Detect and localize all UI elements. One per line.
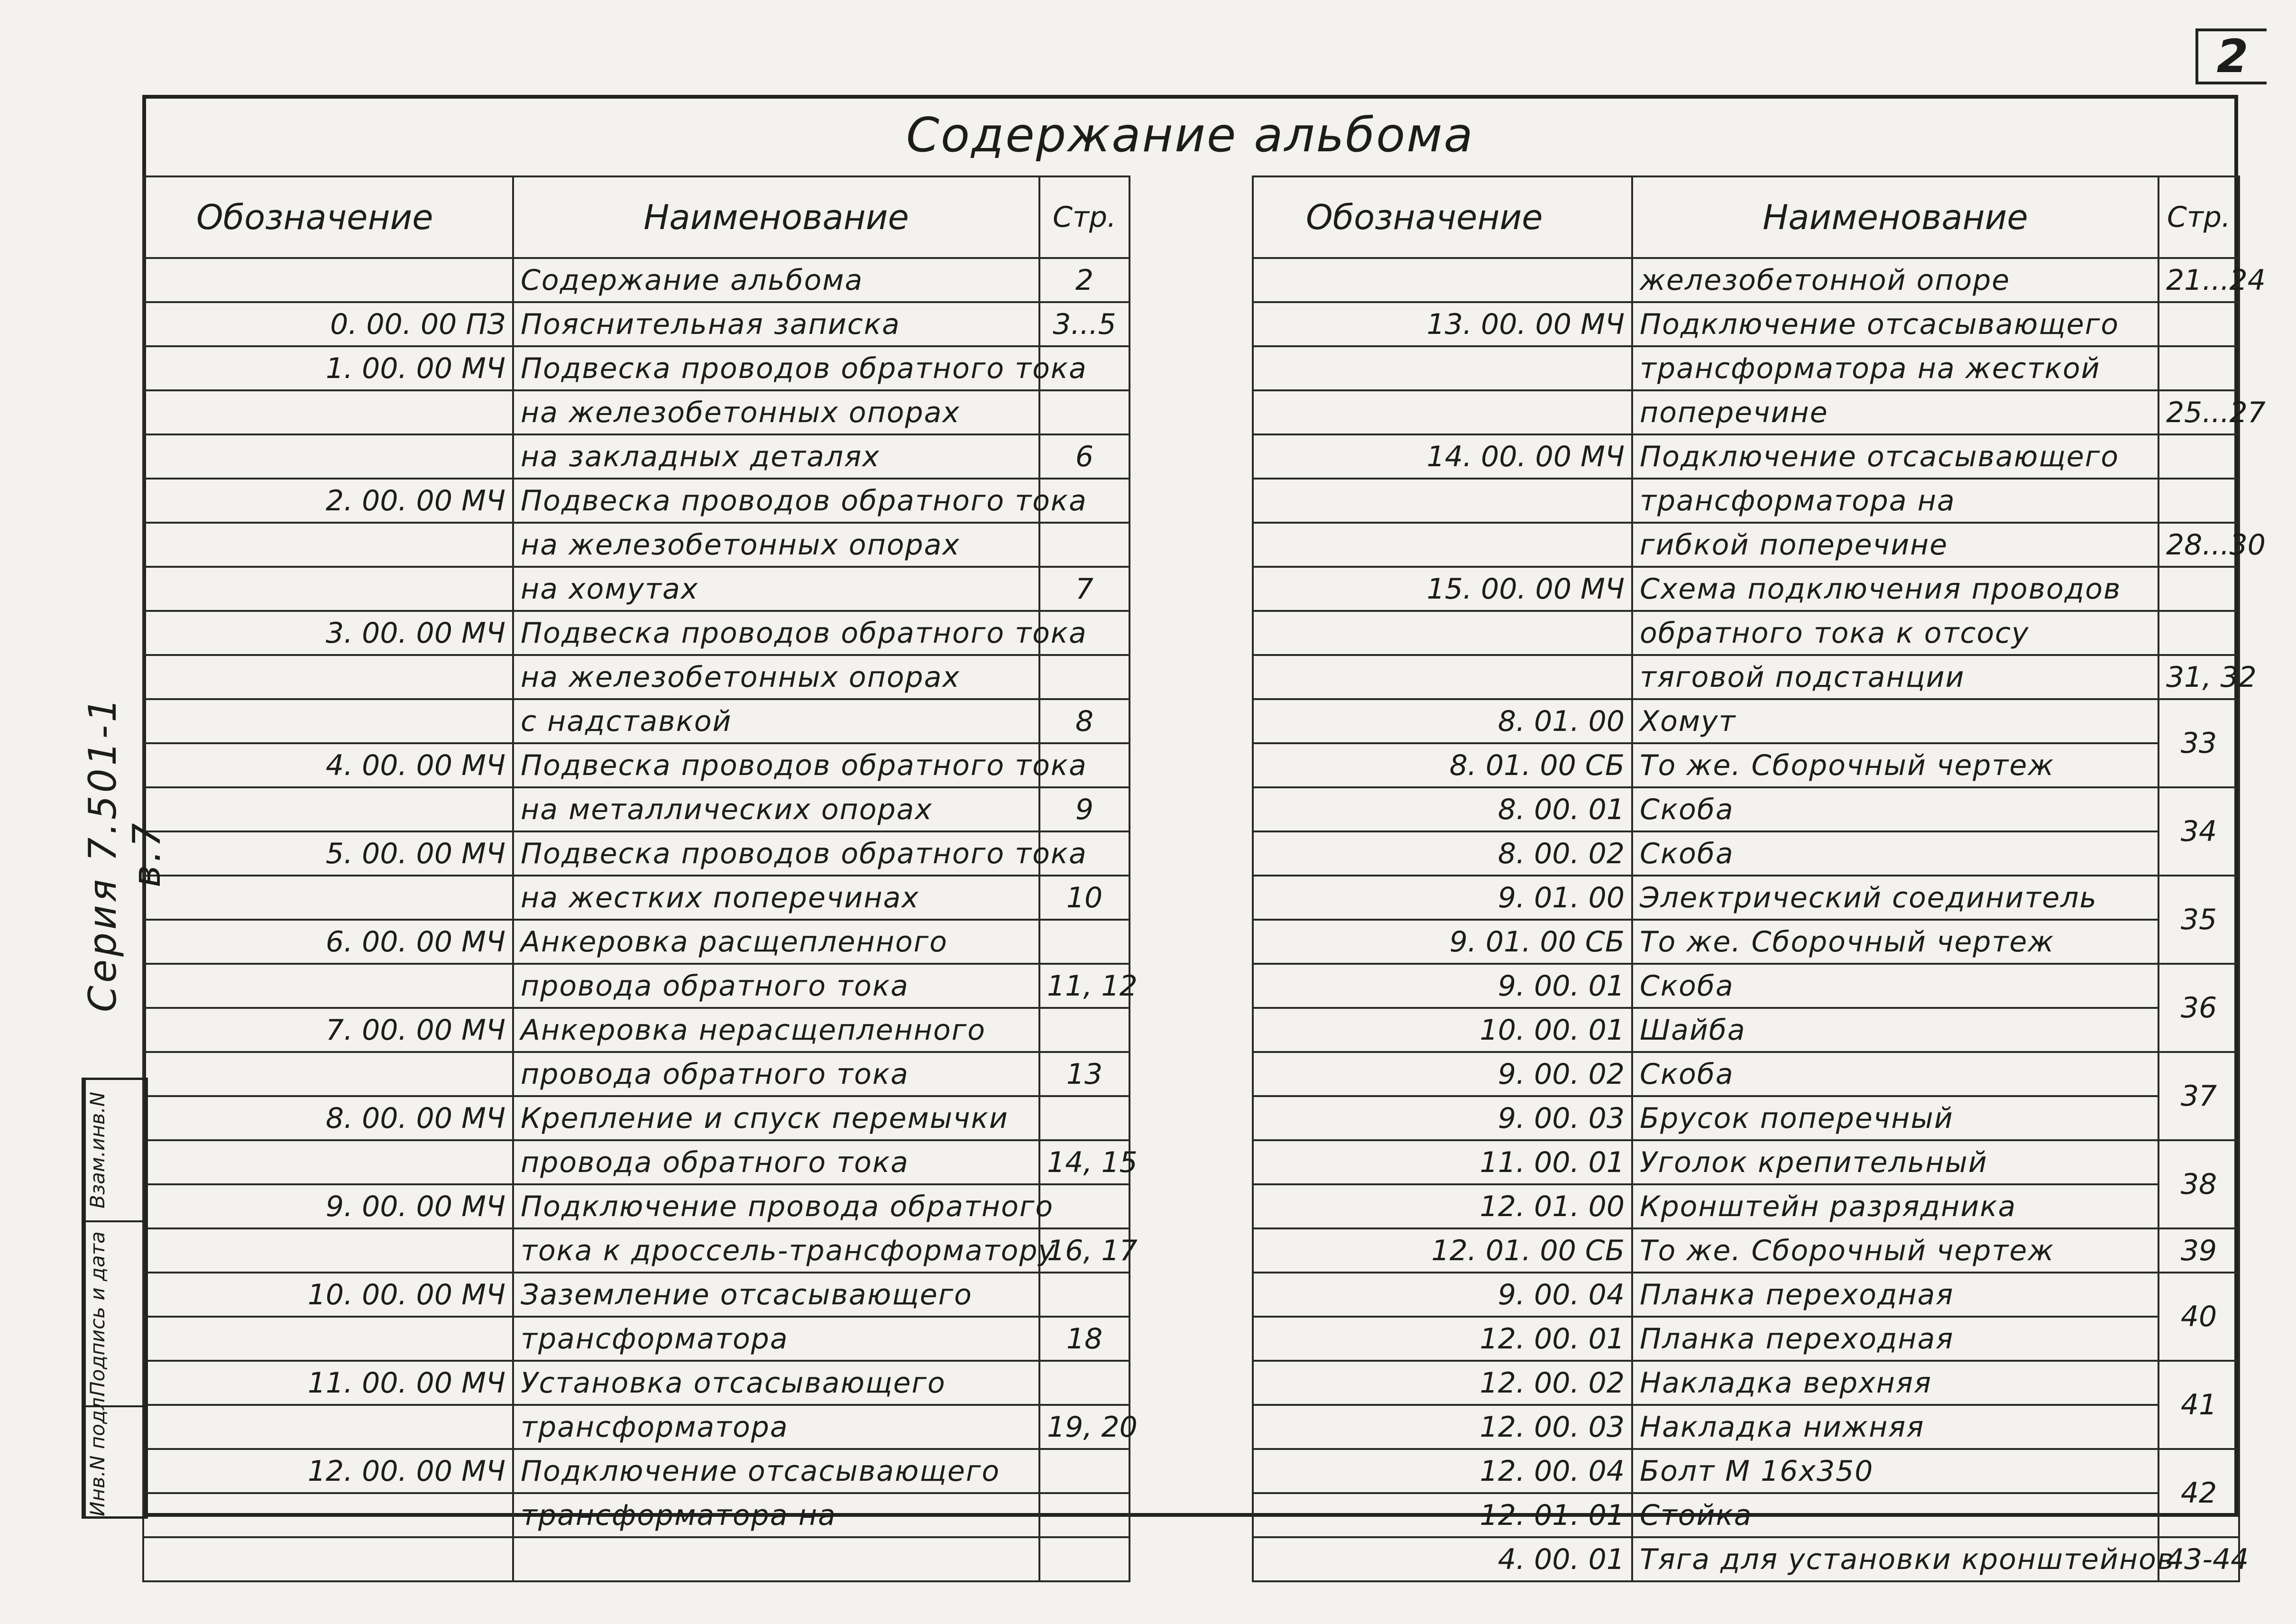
designation-cell — [143, 1405, 513, 1449]
name-cell: трансформатора — [513, 1405, 1039, 1449]
name-cell: Накладка верхняя — [1632, 1361, 2158, 1405]
page-cell — [1039, 1449, 1130, 1493]
header-name: Наименование — [1632, 176, 2158, 258]
page-cell: 16, 17 — [1039, 1228, 1130, 1273]
designation-cell: 12. 01. 00 — [1253, 1184, 1632, 1228]
page-cell — [1039, 1537, 1130, 1581]
name-cell: Уголок крепительный — [1632, 1140, 2158, 1184]
table-row — [143, 1228, 1130, 1273]
designation-cell: 9. 00. 01 — [1253, 964, 1632, 1008]
table-row — [143, 831, 1130, 876]
page-cell: 8 — [1039, 699, 1130, 743]
table-row — [143, 1273, 1130, 1317]
designation-cell — [143, 787, 513, 831]
designation-cell — [1253, 611, 1632, 655]
designation-cell — [1253, 346, 1632, 390]
name-cell: трансформатора на жесткой — [1632, 346, 2158, 390]
table-row — [143, 479, 1130, 523]
table-row — [1253, 567, 2239, 611]
name-cell: Содержание альбома — [513, 258, 1039, 302]
table-row — [143, 1317, 1130, 1361]
page-cell — [2158, 611, 2239, 655]
table-row — [1253, 1493, 2239, 1537]
designation-cell — [143, 1537, 513, 1581]
name-cell: Накладка нижняя — [1632, 1405, 2158, 1449]
name-cell: Анкеровка расщепленного — [513, 920, 1039, 964]
table-row — [143, 1449, 1130, 1493]
designation-cell: 11. 00. 00 МЧ — [143, 1361, 513, 1405]
table-row — [143, 434, 1130, 479]
designation-cell: 9. 00. 04 — [1253, 1273, 1632, 1317]
name-cell — [513, 1537, 1039, 1581]
table-row — [143, 611, 1130, 655]
designation-cell: 9. 01. 00 СБ — [1253, 920, 1632, 964]
contents-body-left — [143, 258, 1138, 1581]
name-cell: Скоба — [1632, 1052, 2158, 1096]
table-row — [1253, 302, 2239, 346]
page-cell: 9 — [1039, 787, 1130, 831]
header-page: Стр. — [1039, 176, 1130, 258]
name-cell: тяговой подстанции — [1632, 655, 2158, 699]
name-cell: Тяга для установки кронштейнов — [1632, 1537, 2158, 1581]
designation-cell — [143, 1493, 513, 1537]
page-cell: 18 — [1039, 1317, 1130, 1361]
page-cell: 43-44 — [2158, 1537, 2239, 1581]
designation-cell: 1. 00. 00 МЧ — [143, 346, 513, 390]
page-cell: 7 — [1039, 567, 1130, 611]
table-row — [1253, 1140, 2239, 1184]
page-cell: 41 — [2158, 1361, 2239, 1449]
table-row — [143, 302, 1130, 346]
name-cell: трансформатора — [513, 1317, 1039, 1361]
designation-cell: 12. 01. 01 — [1253, 1493, 1632, 1537]
designation-cell — [143, 655, 513, 699]
designation-cell: 13. 00. 00 МЧ — [1253, 302, 1632, 346]
name-cell: Планка переходная — [1632, 1273, 2158, 1317]
name-cell: провода обратного тока — [513, 1052, 1039, 1096]
table-row — [143, 876, 1130, 920]
table-row — [1253, 1008, 2239, 1052]
table-row — [1253, 920, 2239, 964]
name-cell: То же. Сборочный чертеж — [1632, 920, 2158, 964]
designation-cell — [1253, 258, 1632, 302]
name-cell: трансформатора на — [1632, 479, 2158, 523]
designation-cell — [143, 1140, 513, 1184]
contents-body-right — [1253, 258, 2266, 1581]
header-designation: Обозначение — [143, 176, 513, 258]
page-cell — [1039, 920, 1130, 964]
table-row — [1253, 699, 2239, 743]
table-row — [143, 699, 1130, 743]
table-row — [1253, 964, 2239, 1008]
page-cell: 42 — [2158, 1449, 2239, 1537]
name-cell: на железобетонных опорах — [513, 523, 1039, 567]
table-row — [1253, 1184, 2239, 1228]
page-cell — [1039, 390, 1130, 434]
stamp-inventory-label: Инв.N подл. — [84, 1407, 112, 1516]
name-cell: тока к дроссель-трансформатору — [513, 1228, 1039, 1273]
page-cell — [1039, 1273, 1130, 1317]
name-cell: на жестких поперечинах — [513, 876, 1039, 920]
designation-cell: 0. 00. 00 ПЗ — [143, 302, 513, 346]
page-cell: 3...5 — [1039, 302, 1130, 346]
page-cell: 33 — [2158, 699, 2239, 787]
page-cell — [1039, 1008, 1130, 1052]
designation-cell — [143, 964, 513, 1008]
designation-cell: 14. 00. 00 МЧ — [1253, 434, 1632, 479]
designation-cell: 12. 00. 01 — [1253, 1317, 1632, 1361]
table-row — [143, 1140, 1130, 1184]
name-cell: трансформатора на — [513, 1493, 1039, 1537]
table-row — [143, 1405, 1130, 1449]
table-row — [1253, 346, 2239, 390]
designation-cell — [143, 523, 513, 567]
approval-stamp — [82, 1078, 148, 1519]
name-cell: Заземление отсасывающего — [513, 1273, 1039, 1317]
name-cell: Скоба — [1632, 964, 2158, 1008]
name-cell: Шайба — [1632, 1008, 2158, 1052]
designation-cell: 4. 00. 00 МЧ — [143, 743, 513, 787]
designation-cell — [1253, 523, 1632, 567]
page-cell — [2158, 479, 2239, 523]
name-cell: Подключение отсасывающего — [513, 1449, 1039, 1493]
table-row — [143, 1184, 1130, 1228]
designation-cell — [143, 699, 513, 743]
table-row — [1253, 743, 2239, 787]
name-cell: гибкой поперечине — [1632, 523, 2158, 567]
table-row — [1253, 479, 2239, 523]
name-cell: Электрический соединитель — [1632, 876, 2158, 920]
table-row — [143, 567, 1130, 611]
table-row — [1253, 523, 2239, 567]
page-cell: 13 — [1039, 1052, 1130, 1096]
name-cell: Подключение отсасывающего — [1632, 434, 2158, 479]
designation-cell — [143, 390, 513, 434]
table-row — [1253, 831, 2239, 876]
name-cell: с надставкой — [513, 699, 1039, 743]
name-cell: То же. Сборочный чертеж — [1632, 1228, 2158, 1273]
name-cell: железобетонной опоре — [1632, 258, 2158, 302]
stamp-cell-replacement — [84, 1080, 146, 1222]
table-row — [143, 1008, 1130, 1052]
designation-cell: 12. 00. 00 МЧ — [143, 1449, 513, 1493]
page-cell — [1039, 523, 1130, 567]
page-cell: 34 — [2158, 787, 2239, 876]
page-cell: 38 — [2158, 1140, 2239, 1228]
name-cell: Крепление и спуск перемычки — [513, 1096, 1039, 1140]
name-cell: Подключение отсасывающего — [1632, 302, 2158, 346]
table-row — [143, 655, 1130, 699]
designation-cell — [143, 1228, 513, 1273]
table-row — [143, 1052, 1130, 1096]
stamp-replacement-label: Взам.инв.N — [84, 1080, 112, 1220]
table-row — [143, 258, 1130, 302]
table-row — [143, 920, 1130, 964]
page-cell: 36 — [2158, 964, 2239, 1052]
name-cell: на закладных деталях — [513, 434, 1039, 479]
name-cell: обратного тока к отсосу — [1632, 611, 2158, 655]
page-cell — [2158, 434, 2239, 479]
designation-cell: 12. 00. 02 — [1253, 1361, 1632, 1405]
name-cell: Пояснительная записка — [513, 302, 1039, 346]
table-row — [1253, 1449, 2239, 1493]
name-cell: Подключение провода обратного — [513, 1184, 1039, 1228]
contents-table-left — [142, 175, 1138, 1582]
page-cell: 10 — [1039, 876, 1130, 920]
designation-cell — [1253, 655, 1632, 699]
page-cell — [2158, 567, 2239, 611]
table-row — [143, 390, 1130, 434]
designation-cell — [1253, 479, 1632, 523]
name-cell: Установка отсасывающего — [513, 1361, 1039, 1405]
page-cell: 21...24 — [2158, 258, 2239, 302]
table-row — [1253, 787, 2239, 831]
table-row — [1253, 434, 2239, 479]
name-cell: Скоба — [1632, 831, 2158, 876]
table-row — [1253, 1361, 2239, 1405]
designation-cell: 12. 00. 03 — [1253, 1405, 1632, 1449]
designation-cell: 8. 00. 00 МЧ — [143, 1096, 513, 1140]
table-row — [1253, 1273, 2239, 1317]
designation-cell: 9. 00. 03 — [1253, 1096, 1632, 1140]
page-cell — [1039, 655, 1130, 699]
header-name: Наименование — [513, 176, 1039, 258]
name-cell: Планка переходная — [1632, 1317, 2158, 1361]
designation-cell: 5. 00. 00 МЧ — [143, 831, 513, 876]
name-cell: Подвеска проводов обратного тока — [513, 611, 1039, 655]
table-row — [143, 743, 1130, 787]
table-row — [143, 787, 1130, 831]
name-cell: на железобетонных опорах — [513, 390, 1039, 434]
stamp-cell-inventory — [84, 1391, 146, 1516]
page-cell — [2158, 346, 2239, 390]
table-row — [1253, 1052, 2239, 1096]
designation-cell — [143, 434, 513, 479]
designation-cell: 8. 01. 00 СБ — [1253, 743, 1632, 787]
table-row — [1253, 1405, 2239, 1449]
stamp-signature-label: Подпись и дата — [84, 1222, 112, 1405]
page-cell: 6 — [1039, 434, 1130, 479]
name-cell: То же. Сборочный чертеж — [1632, 743, 2158, 787]
table-row — [1253, 1317, 2239, 1361]
designation-cell: 8. 00. 01 — [1253, 787, 1632, 831]
table-row — [143, 1361, 1130, 1405]
table-row — [1253, 390, 2239, 434]
table-row — [143, 1493, 1130, 1537]
name-cell: провода обратного тока — [513, 1140, 1039, 1184]
page-cell: 37 — [2158, 1052, 2239, 1140]
designation-cell — [143, 1052, 513, 1096]
designation-cell — [143, 1317, 513, 1361]
name-cell: Подвеска проводов обратного тока — [513, 831, 1039, 876]
series-label: Серия 7.501-1 в.7 — [81, 695, 169, 1013]
page-cell: 14, 15 — [1039, 1140, 1130, 1184]
table-row — [1253, 1228, 2239, 1273]
name-cell: Анкеровка нерасщепленного — [513, 1008, 1039, 1052]
album-title: Содержание альбома — [906, 107, 1474, 163]
page-cell: 2 — [1039, 258, 1130, 302]
designation-cell: 12. 00. 04 — [1253, 1449, 1632, 1493]
name-cell: Скоба — [1632, 787, 2158, 831]
designation-cell: 9. 01. 00 — [1253, 876, 1632, 920]
name-cell: на железобетонных опорах — [513, 655, 1039, 699]
table-row — [1253, 611, 2239, 655]
designation-cell — [143, 876, 513, 920]
name-cell: Подвеска проводов обратного тока — [513, 479, 1039, 523]
designation-cell: 9. 00. 00 МЧ — [143, 1184, 513, 1228]
table-row — [143, 346, 1130, 390]
designation-cell: 15. 00. 00 МЧ — [1253, 567, 1632, 611]
name-cell: Подвеска проводов обратного тока — [513, 346, 1039, 390]
header-designation: Обозначение — [1253, 176, 1632, 258]
name-cell: Схема подключения проводов — [1632, 567, 2158, 611]
designation-cell: 4. 00. 01 — [1253, 1537, 1632, 1581]
contents-table-right — [1252, 175, 2266, 1582]
page-cell — [1039, 1096, 1130, 1140]
name-cell: Кронштейн разрядника — [1632, 1184, 2158, 1228]
stamp-cell-signature — [84, 1222, 146, 1407]
designation-cell: 3. 00. 00 МЧ — [143, 611, 513, 655]
page-cell — [1039, 1493, 1130, 1537]
header-page: Стр. — [2158, 176, 2239, 258]
designation-cell: 2. 00. 00 МЧ — [143, 479, 513, 523]
table-row — [1253, 258, 2239, 302]
designation-cell: 8. 01. 00 — [1253, 699, 1632, 743]
designation-cell: 10. 00. 01 — [1253, 1008, 1632, 1052]
designation-cell: 9. 00. 02 — [1253, 1052, 1632, 1096]
name-cell: Брусок поперечный — [1632, 1096, 2158, 1140]
table-row — [143, 523, 1130, 567]
designation-cell: 6. 00. 00 МЧ — [143, 920, 513, 964]
page-cell — [1039, 1361, 1130, 1405]
page-cell — [2158, 302, 2239, 346]
name-cell: на хомутах — [513, 567, 1039, 611]
page-cell: 19, 20 — [1039, 1405, 1130, 1449]
designation-cell: 10. 00. 00 МЧ — [143, 1273, 513, 1317]
designation-cell: 12. 01. 00 СБ — [1253, 1228, 1632, 1273]
table-row — [1253, 1096, 2239, 1140]
page-cell: 28...30 — [2158, 523, 2239, 567]
name-cell: на металлических опорах — [513, 787, 1039, 831]
name-cell: провода обратного тока — [513, 964, 1039, 1008]
designation-cell: 8. 00. 02 — [1253, 831, 1632, 876]
table-row — [1253, 1537, 2239, 1581]
page-cell: 25...27 — [2158, 390, 2239, 434]
designation-cell: 7. 00. 00 МЧ — [143, 1008, 513, 1052]
table-row — [143, 1096, 1130, 1140]
name-cell: Подвеска проводов обратного тока — [513, 743, 1039, 787]
page-cell: 11, 12 — [1039, 964, 1130, 1008]
page-number: 2 — [2195, 28, 2267, 84]
table-row — [1253, 655, 2239, 699]
page-cell: 31, 32 — [2158, 655, 2239, 699]
designation-cell: 11. 00. 01 — [1253, 1140, 1632, 1184]
page-cell: 35 — [2158, 876, 2239, 964]
name-cell: Болт М 16х350 — [1632, 1449, 2158, 1493]
name-cell: Хомут — [1632, 699, 2158, 743]
designation-cell — [143, 567, 513, 611]
table-row — [143, 1537, 1130, 1581]
table-row — [1253, 876, 2239, 920]
table-row — [143, 964, 1130, 1008]
name-cell: поперечине — [1632, 390, 2158, 434]
designation-cell — [143, 258, 513, 302]
page-cell: 40 — [2158, 1273, 2239, 1361]
designation-cell — [1253, 390, 1632, 434]
page-cell: 39 — [2158, 1228, 2239, 1273]
name-cell: Стойка — [1632, 1493, 2158, 1537]
